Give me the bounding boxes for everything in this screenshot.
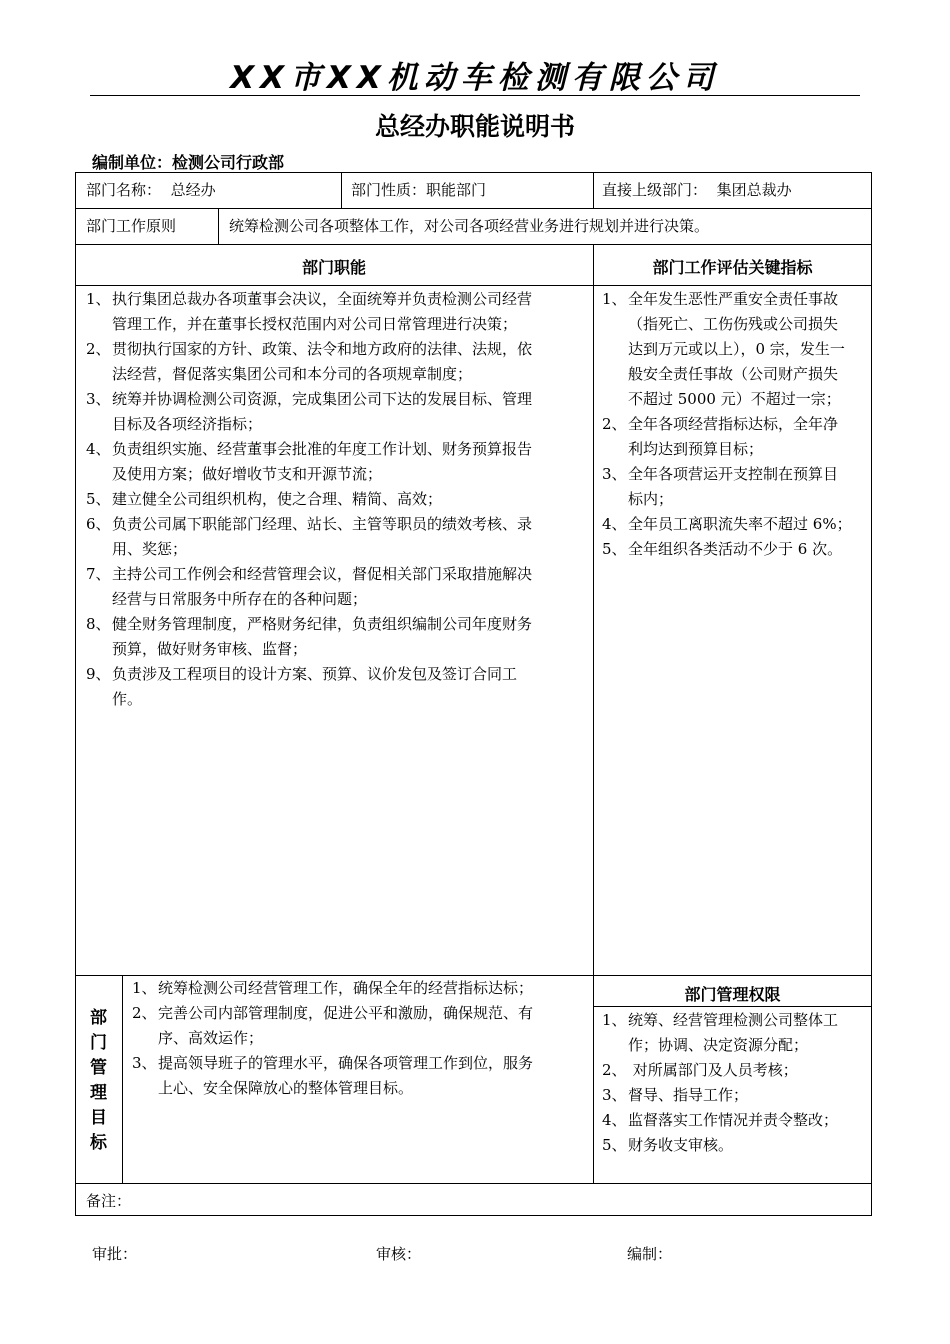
function-item [86,512,586,562]
item-line: 全年各项经营指标达标，全年净 [628,415,839,433]
kpi-item [602,512,868,537]
dept-type-label: 部门性质： [351,181,427,199]
dept-type-value: 职能部门 [426,181,487,199]
item-line: 达到万元或以上），0 宗，发生一 [628,340,845,358]
item-line: 序、高效运作； [158,1029,264,1047]
approve-field: 审批： [92,1245,138,1263]
col-divider [122,975,123,1183]
item-line: 作。 [112,690,143,708]
item-line: 贯彻执行国家的方针、政策、法令和地方政府的法律、法规，依 [112,340,533,358]
item-number: 4、 [602,1111,627,1129]
item-line: 法经营，督促落实集团公司和本分司的各项规章制度； [112,365,473,383]
item-number: 1、 [86,290,111,308]
functions-list [86,287,586,712]
item-number: 4、 [86,440,111,458]
dept-type-cell [351,180,486,200]
row-divider [75,1183,872,1184]
superior-dept-label: 直接上级部门： [602,181,708,199]
principle-value: 统筹检测公司各项整体工作，对公司各项经营业务进行规划并进行决策。 [229,217,710,235]
row-divider [593,1006,872,1007]
goals-label-char: 管 [90,1058,107,1078]
item-line: 上心、安全保障放心的整体管理目标。 [158,1079,414,1097]
item-line: （指死亡、工伤伤残或公司损失 [628,315,839,333]
authority-item [602,1108,868,1133]
item-line: 目标及各项经济指标； [112,415,263,433]
item-number: 2、 [86,340,111,358]
goals-label-char: 标 [90,1133,107,1153]
item-line: 监督落实工作情况并责令整改； [628,1111,839,1129]
item-line: 全年各项营运开支控制在预算目 [628,465,839,483]
item-number: 2、 [132,1004,157,1022]
item-number: 5、 [602,540,627,558]
item-line: 统筹并协调检测公司资源，完成集团公司下达的发展目标、管理 [112,390,533,408]
item-line: 财务收支审核。 [628,1136,734,1154]
item-line: 作；协调、决定资源分配； [628,1036,809,1054]
item-number: 2、 [602,1061,627,1079]
item-number: 1、 [602,290,627,308]
item-number: 2、 [602,415,627,433]
item-number: 4、 [602,515,627,533]
document-title: 总经办职能说明书 [374,112,575,141]
item-number: 1、 [602,1011,627,1029]
functions-heading: 部门职能 [301,258,366,277]
item-number: 6、 [86,515,111,533]
col-divider [593,172,594,208]
goals-label-char: 理 [90,1083,107,1103]
item-line: 完善公司内部管理制度，促进公平和激励，确保规范、有 [158,1004,534,1022]
function-item [86,287,586,337]
goal-item [132,1001,587,1051]
compiling-unit [92,150,284,173]
item-line: 督导、指导工作； [628,1086,749,1104]
item-number: 5、 [86,490,111,508]
company-name: XX市XX机动车检测有限公司 [230,60,720,96]
item-line: 负责涉及工程项目的设计方案、预算、议价发包及签订合同工 [112,665,518,683]
kpi-item [602,462,868,512]
function-item [86,662,586,712]
compiling-unit-label: 编制单位： [92,153,173,172]
col-divider [341,172,342,208]
authority-item [602,1058,868,1083]
remarks-label: 备注： [86,1192,132,1210]
goal-item [132,976,587,1001]
function-item [86,562,586,612]
function-item [86,487,586,512]
goals-label-char: 目 [90,1108,107,1128]
principle-label: 部门工作原则 [86,217,177,235]
item-line: 统筹、经营管理检测公司整体工 [628,1011,839,1029]
item-line: 及使用方案；做好增收节支和开源节流； [112,465,383,483]
function-item [86,437,586,487]
compiling-unit-value: 检测公司行政部 [172,153,285,172]
item-line: 全年组织各类活动不少于 6 次。 [628,540,843,558]
item-line: 标内； [628,490,674,508]
item-line: 健全财务管理制度，严格财务纪律，负责组织编制公司年度财务 [112,615,533,633]
item-line: 用、奖惩； [112,540,188,558]
header-divider [90,95,860,96]
col-divider [593,244,594,1183]
kpi-list [602,287,868,562]
item-number: 3、 [86,390,111,408]
dept-name-cell [86,180,216,200]
item-line: 负责组织实施、经营董事会批准的年度工作计划、财务预算报告 [112,440,533,458]
goal-item [132,1051,587,1101]
item-number: 5、 [602,1136,627,1154]
kpi-heading: 部门工作评估关键指标 [652,258,813,277]
item-line: 执行集团总裁办各项董事会决议，全面统筹并负责检测公司经营 [112,290,533,308]
item-line: 统筹检测公司经营管理工作，确保全年的经营指标达标； [158,979,534,997]
item-number: 3、 [132,1054,157,1072]
item-line: 预算，做好财务审核、监督； [112,640,308,658]
item-line: 经营与日常服务中所存在的各种问题； [112,590,368,608]
function-item [86,612,586,662]
dept-name-value: 总经办 [170,181,216,199]
dept-name-label: 部门名称： [86,181,162,199]
management-goals-list [132,976,587,1101]
item-line: 利均达到预算目标； [628,440,764,458]
item-number: 9、 [86,665,111,683]
superior-dept-cell [602,180,792,200]
item-line: 负责公司属下职能部门经理、站长、主管等职员的绩效考核、录 [112,515,533,533]
item-line: 提高领导班子的管理水平，确保各项管理工作到位，服务 [158,1054,534,1072]
kpi-item [602,412,868,462]
item-line: 管理工作，并在董事长授权范围内对公司日常管理进行决策； [112,315,518,333]
item-line: 全年员工离职流失率不超过 6%； [628,515,852,533]
item-line: 建立健全公司组织机构，使之合理、精简、高效； [112,490,443,508]
row-divider [75,285,872,286]
col-divider [218,208,219,244]
authority-heading: 部门管理权限 [684,985,781,1004]
authority-list [602,1008,868,1158]
item-number: 3、 [602,465,627,483]
kpi-item [602,287,868,412]
superior-dept-value: 集团总裁办 [716,181,792,199]
item-line: 主持公司工作例会和经营管理会议，督促相关部门采取措施解决 [112,565,533,583]
item-line: 般安全责任事故（公司财产损失 [628,365,839,383]
goals-label-char: 门 [90,1033,107,1053]
kpi-item [602,537,868,562]
goals-label-char: 部 [90,1008,107,1028]
authority-item [602,1133,868,1158]
prepare-field: 编制： [627,1245,673,1263]
item-number: 1、 [132,979,157,997]
row-divider [75,244,872,245]
item-line: 不超过 5000 元）不超过一宗； [628,390,841,408]
item-line: 对所属部门及人员考核； [628,1061,798,1079]
review-field: 审核： [376,1245,422,1263]
function-item [86,387,586,437]
row-divider [75,208,872,209]
item-line: 全年发生恶性严重安全责任事故 [628,290,839,308]
item-number: 3、 [602,1086,627,1104]
item-number: 7、 [86,565,111,583]
management-goals-label [75,1006,122,1156]
authority-item [602,1008,868,1058]
authority-item [602,1083,868,1108]
item-number: 8、 [86,615,111,633]
function-item [86,337,586,387]
